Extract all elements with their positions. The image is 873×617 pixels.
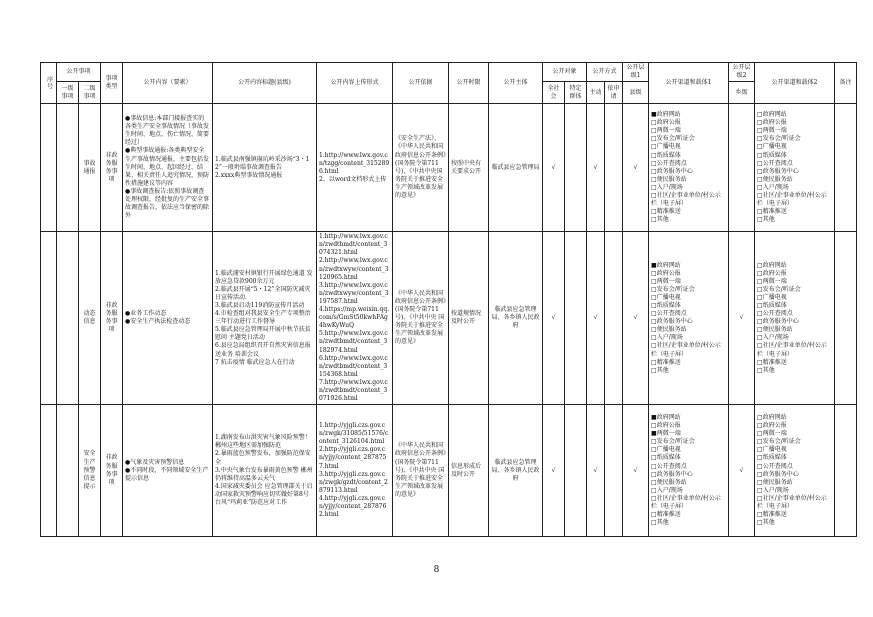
cell-line: ●事故信息:本部门接报查实的各类生产安全事故情况（事故发生时间、地点、伤亡情况、简要经过） xyxy=(125,115,210,147)
cell-line: □便民服务站 xyxy=(651,478,687,486)
time-cell: 按照中央有关要求公开 xyxy=(449,104,489,232)
cell-line: 1.临武浦安村镇银行开展绿色通道 发放应急贷款900余万元 xyxy=(215,269,313,285)
cell-line: □精准推送 xyxy=(651,511,681,519)
cell-line: 5.http://www.lwx.gov.cn/zwdtbmdt/content_3182974.html xyxy=(319,330,388,354)
cell-line: □政府公报 xyxy=(651,119,681,127)
header-channel2: 公开渠道和载体2 xyxy=(755,63,835,104)
cell-line: □精准推送 xyxy=(757,358,787,366)
active-cell: √ xyxy=(587,405,605,537)
cell-line: 2.http://yjgli.czs.gov.cn/yjjy/content_2878757.html xyxy=(319,446,387,470)
level1-cell xyxy=(57,405,79,537)
header-specific-group: 特定群体 xyxy=(565,82,587,104)
cell-line: □入户/现场 xyxy=(757,334,789,342)
specific-group-cell xyxy=(565,405,587,537)
cell-line: □纸质媒体 xyxy=(651,151,681,159)
cell-line: □其他 xyxy=(651,216,669,224)
cell-line: □便民服务站 xyxy=(651,326,687,334)
remark-cell xyxy=(835,405,857,537)
all-society-cell: √ xyxy=(543,104,565,232)
type-cell: 非政务服务事项 xyxy=(101,104,123,232)
cell-line: □社区/企事业单位/村公示栏（电子屏） xyxy=(757,494,827,511)
basis-cell: 《中华人民共和国政府信息公开条例》(国务院令第711号)、《中共中央 国务院关于推进安全生产领域改革发展的意见》 xyxy=(393,405,449,537)
channel1-cell xyxy=(649,104,729,232)
table-row xyxy=(41,232,857,405)
cell-line: □公开查阅点 xyxy=(651,310,687,318)
cell-line: 2.xxxx典型事故情况通报 xyxy=(215,171,283,179)
cell-line: □两微一端 xyxy=(757,277,787,285)
level2-cell: 事故通报 xyxy=(79,104,101,232)
seq-cell xyxy=(41,232,57,405)
upload-cell xyxy=(317,104,393,232)
cell-line: □发布会/听证会 xyxy=(757,438,801,446)
cell-line: □政府公报 xyxy=(651,269,681,277)
cell-line: □公开查阅点 xyxy=(757,462,793,470)
remark-cell xyxy=(835,104,857,232)
header-tier1: 公开层级1 xyxy=(623,63,649,82)
cell-line: ■政府网站 xyxy=(651,261,681,269)
cell-line: □纸质媒体 xyxy=(651,454,681,462)
table-row xyxy=(41,405,857,537)
title-cell xyxy=(213,232,317,405)
type-cell: 非政务服务事项 xyxy=(101,232,123,405)
cell-line: □发布会/听证会 xyxy=(757,285,801,293)
cell-line: □政府公报 xyxy=(757,422,787,430)
cell-line: □政府网站 xyxy=(757,111,787,119)
cell-line: ●典型事故通报:各类典型安全生产事故情况通报，主要包括发生时间、地点、起因经过、结果、相关责任人追究情况、预防性措施建议等内容 xyxy=(125,147,210,187)
cell-line: ●安全生产执法检查动态 xyxy=(125,318,191,326)
cell-line: □政府公报 xyxy=(651,422,681,430)
content-cell xyxy=(123,232,213,405)
cell-line: □两微一端 xyxy=(651,127,681,135)
cell-line: 3.临武县启动119消防宣传月活动 xyxy=(215,301,305,309)
header-channel1: 公开渠道和载体1 xyxy=(649,63,729,104)
header-county: 县级 xyxy=(623,82,649,104)
cell-line: □广播电视 xyxy=(651,143,681,151)
channel1-cell xyxy=(649,405,729,537)
cell-line: □入户/现场 xyxy=(651,183,683,191)
header-upload: 公开内容上传形式 xyxy=(317,63,393,104)
all-society-cell: √ xyxy=(543,405,565,537)
cell-line: □政府公报 xyxy=(757,269,787,277)
cell-line: 3.http://www.lwx.gov.cn/zwdtxwyw/content_3197587.html xyxy=(319,281,389,305)
cell-line: □广播电视 xyxy=(757,446,787,454)
cell-line: □其他 xyxy=(757,519,775,527)
request-cell xyxy=(605,405,623,537)
basis-cell: 《安全生产法》、《中华人民共和国政府信息公开条例》(国务院令第711号)、《中共中央国务院关于推进安全生产领域改革发展的意见》 xyxy=(393,104,449,232)
header-method: 公开方式 xyxy=(587,63,623,82)
cell-line: □便民服务站 xyxy=(651,175,687,183)
cell-line: □其他 xyxy=(651,366,669,374)
cell-line: ●气象及灾害预警信息 xyxy=(125,458,185,466)
cell-line: □两微一端 xyxy=(651,277,681,285)
cell-line: □发布会/听证会 xyxy=(651,285,695,293)
cell-line: □广播电视 xyxy=(651,446,681,454)
upload-cell xyxy=(317,405,393,537)
title-cell xyxy=(213,104,317,232)
cell-line: ●业务工作动态 xyxy=(125,310,167,318)
cell-line: □其他 xyxy=(651,519,669,527)
cell-line: 3.http://yjgli.czs.gov.cn/zwgk/gzdt/content_2879113.html xyxy=(319,470,388,494)
channel2-cell xyxy=(755,232,835,405)
title-cell xyxy=(213,405,317,537)
all-society-cell: √ xyxy=(543,232,565,405)
level2-cell: 安全生产预警信息提示 xyxy=(79,405,101,537)
cell-line: □精准推送 xyxy=(651,358,681,366)
header-title: 公开内容标题(县级) xyxy=(213,63,317,104)
cell-line: □广播电视 xyxy=(757,143,787,151)
cell-line: □精准推送 xyxy=(757,511,787,519)
cell-line: 7 抗击疫情 临武应急人在行动 xyxy=(215,358,295,366)
cell-line: 4.市检查组对我县安全生产专项整治三年行动进行工作督导 xyxy=(215,310,311,326)
county-cell: √ xyxy=(623,405,649,537)
channel1-cell xyxy=(649,232,729,405)
cell-line: □两微一端 xyxy=(757,127,787,135)
table-row xyxy=(41,104,857,232)
cell-line: □公开查阅点 xyxy=(757,310,793,318)
level1-cell xyxy=(57,232,79,405)
header-time: 公开时限 xyxy=(449,63,489,104)
cell-line: □公开查阅点 xyxy=(651,159,687,167)
header-all-society: 全社会 xyxy=(543,82,565,104)
header-matter: 公开事项 xyxy=(57,63,101,82)
type-cell: 非政务服务事项 xyxy=(101,405,123,537)
cell-line: ■政府网站 xyxy=(651,111,681,119)
page-number: 8 xyxy=(433,565,440,575)
cell-line: □政务服务中心 xyxy=(757,167,799,175)
cell-line: □政府网站 xyxy=(757,261,787,269)
cell-line: ●不同时段、不同领域安全生产提示信息 xyxy=(125,466,209,482)
header-tier2: 公开层级2 xyxy=(729,63,755,82)
cell-line: □纸质媒体 xyxy=(651,301,681,309)
cell-line: □政府公报 xyxy=(757,119,787,127)
cell-line: □两微一端 xyxy=(757,430,787,438)
remark-cell xyxy=(835,232,857,405)
township-cell: √ xyxy=(729,232,755,405)
cell-line: □入户/现场 xyxy=(757,183,789,191)
active-cell: √ xyxy=(587,104,605,232)
header-content: 公开内容（要素） xyxy=(123,63,213,104)
cell-line: □政务服务中心 xyxy=(757,318,799,326)
cell-line: 1.临武县南强镇崩坑岭采沙场“3・12”一般坍塌事故调查报告 xyxy=(215,155,310,171)
channel2-cell xyxy=(755,405,835,537)
cell-line: □政务服务中心 xyxy=(651,167,693,175)
header-subject: 公开主体 xyxy=(489,63,543,104)
upload-cell xyxy=(317,232,393,405)
cell-line: 4.http://yjgli.czs.gov.cn/yjjy/content_2878762.html xyxy=(319,494,387,519)
time-cell: 信息形成后及时公开 xyxy=(449,405,489,537)
header-service-type: 事项类型 xyxy=(101,63,123,104)
cell-line: 1.http://www.lwx.gov.cn/zwdtbmdt/content_3074321.html xyxy=(319,233,388,257)
cell-line: □公开查阅点 xyxy=(757,159,793,167)
cell-line: 3.中央气象台发布暴雨黄色预警 郴州仍将维持高温多云天气 xyxy=(215,466,313,482)
county-cell: √ xyxy=(623,104,649,232)
header-seq: 序号 xyxy=(41,63,57,104)
cell-line: □社区/企事业单位/村公示栏（电子屏） xyxy=(651,494,721,511)
cell-line: 2.暴雨蓝色预警发布，加强防范保安全 xyxy=(215,450,311,466)
cell-line: □政务服务中心 xyxy=(651,318,693,326)
header-active: 主动 xyxy=(587,82,605,104)
cell-line: 4.https://mp.weixin.qq.com/s/GmSt50kwhFAg4hwKyWuQ xyxy=(319,306,390,330)
cell-line: □发布会/听证会 xyxy=(651,438,695,446)
cell-line: □入户/现场 xyxy=(651,334,683,342)
cell-line: □广播电视 xyxy=(757,293,787,301)
township-cell: √ xyxy=(729,405,755,537)
cell-line: □社区/企事业单位/村公示栏（电子屏） xyxy=(757,191,827,208)
disclosure-table xyxy=(40,62,857,537)
cell-line: 1.http://yjgli.czs.gov.cn/zwgk/31085/51576/content_3126104.html xyxy=(319,422,389,446)
seq-cell xyxy=(41,405,57,537)
cell-line: 6.http://www.lwx.gov.cn/zwdtbmdt/content_3154368.html xyxy=(319,354,388,378)
cell-line: □政务服务中心 xyxy=(757,470,799,478)
level1-cell xyxy=(57,104,79,232)
content-cell xyxy=(123,104,213,232)
subject-cell: 临武县应急管理局、各乡镇人民政府 xyxy=(489,405,543,537)
cell-line: □入户/现场 xyxy=(757,486,789,494)
cell-line: □发布会/听证会 xyxy=(651,135,695,143)
cell-line: ■政府网站 xyxy=(651,414,681,421)
cell-line: □纸质媒体 xyxy=(757,454,787,462)
cell-line: □政务服务中心 xyxy=(651,470,693,478)
cell-line: 4.国家减灾委员会 应急管理部关于启动国家救灾预警响应切实做好第8号台风“玛莉亚”防范应对工作 xyxy=(215,482,313,506)
header-remark: 备注 xyxy=(835,63,857,104)
cell-line: 1.湖南发布山洪灾害气象风险预警！郴州这些地区需加强防范 xyxy=(215,434,311,450)
cell-line: ■两微一端 xyxy=(651,430,681,438)
header-level2: 二级事项 xyxy=(79,82,101,104)
cell-line: 2.http://www.lwx.gov.cn/zwdtxwyw/content_3120965.html xyxy=(319,257,389,281)
header-object: 公开对象 xyxy=(543,63,587,82)
header-basis: 公开依据 xyxy=(393,63,449,104)
request-cell xyxy=(605,104,623,232)
time-cell: 按道规情况及时公开 xyxy=(449,232,489,405)
specific-group-cell xyxy=(565,104,587,232)
cell-line: □便民服务站 xyxy=(757,175,793,183)
content-cell xyxy=(123,405,213,537)
basis-cell: 《中华人民共和国政府信息公开条例》(国务院令第711号)、《中共中央 国务院关于推进安全生产领域改革发展的意见》 xyxy=(393,232,449,405)
cell-line: 2.临武县开展“5・12”全国防灾减灾日宣传活动. xyxy=(215,285,311,301)
cell-line: □社区/企事业单位/村公示栏（电子屏） xyxy=(651,191,721,208)
cell-line: 6.县应急局组织召开自然灾害信息报送业务 培训会议 xyxy=(215,342,311,358)
header-request: 依申请 xyxy=(605,82,623,104)
cell-line: 5.临武县应急管理局开展中秋节扶贫慰问 主题党日活动 xyxy=(215,326,311,342)
subject-cell: 临武县应急管理局 xyxy=(489,104,543,232)
cell-line: 2、以word文档形式上传 xyxy=(319,175,387,183)
cell-line: □其他 xyxy=(757,216,775,224)
cell-line: □社区/企事业单位/村公示栏（电子屏） xyxy=(651,342,721,358)
cell-line: ●事故调查报告:依照事故调查处理权限，经批复的生产安全事故调查报告，依法应当保密的除外 xyxy=(125,187,210,220)
level2-cell: 动态信息 xyxy=(79,232,101,405)
cell-line: □纸质媒体 xyxy=(757,151,787,159)
cell-line: □广播电视 xyxy=(651,293,681,301)
active-cell: √ xyxy=(587,232,605,405)
cell-line: □发布会/听证会 xyxy=(757,135,801,143)
cell-line: 1.http://www.lwx.gov.cn/tzgg/content_3152896.html xyxy=(319,151,390,175)
cell-line: □政府网站 xyxy=(757,414,787,421)
cell-line: □入户/现场 xyxy=(651,486,683,494)
header-township: 乡级 xyxy=(729,82,755,104)
request-cell xyxy=(605,232,623,405)
channel2-cell xyxy=(755,104,835,232)
township-cell xyxy=(729,104,755,232)
specific-group-cell xyxy=(565,232,587,405)
cell-line: □社区/企事业单位/村公示栏（电子屏） xyxy=(757,342,827,358)
cell-line: □纸质媒体 xyxy=(757,301,787,309)
subject-cell: 临武县应急管理局、各乡镇人民政府 xyxy=(489,232,543,405)
cell-line: □精准推送 xyxy=(651,208,681,216)
cell-line: □公开查阅点 xyxy=(651,462,687,470)
cell-line: □便民服务站 xyxy=(757,326,793,334)
cell-line: □精准推送 xyxy=(757,208,787,216)
seq-cell xyxy=(41,104,57,232)
cell-line: □便民服务站 xyxy=(757,478,793,486)
cell-line: □其他 xyxy=(757,366,775,374)
header-level1: 一级事项 xyxy=(57,82,79,104)
cell-line: 7.http://www.lwx.gov.cn/zwdtbmdt/content_3071926.html xyxy=(319,378,388,403)
county-cell: √ xyxy=(623,232,649,405)
